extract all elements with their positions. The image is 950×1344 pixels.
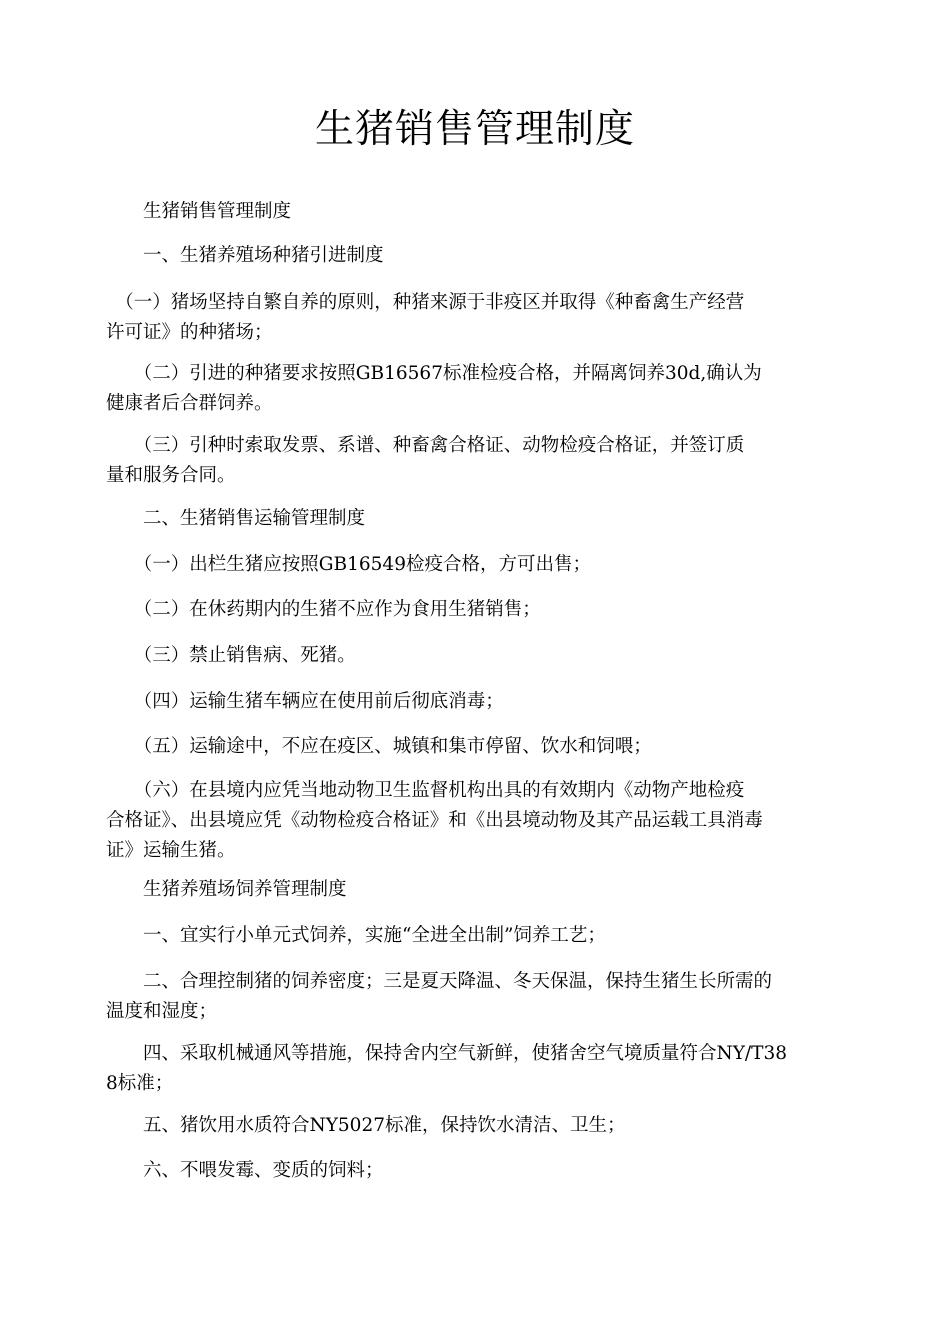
text-line: （四）运输生猪车辆应在使用前后彻底消毒； bbox=[106, 691, 504, 712]
paragraph-item bbox=[106, 288, 841, 348]
paragraph-item bbox=[106, 732, 841, 762]
paragraph-item bbox=[106, 967, 841, 1027]
text-line: 量和服务合同。 bbox=[106, 465, 236, 486]
text-line: 二、生猪销售运输管理制度 bbox=[106, 508, 366, 529]
paragraph-item bbox=[106, 1039, 841, 1099]
paragraph-heading-feeding bbox=[106, 875, 841, 905]
text-line: 许可证》的种猪场； bbox=[106, 322, 273, 343]
text-line: 8标准； bbox=[106, 1073, 174, 1094]
text-line: 温度和湿度； bbox=[106, 1001, 218, 1022]
text-line: 二、合理控制猪的饲养密度；三是夏天降温、冬天保温，保持生猪生长所需的 bbox=[106, 971, 773, 992]
text-line: （二）在休药期内的生猪不应作为食用生猪销售； bbox=[106, 599, 541, 620]
paragraph-item bbox=[106, 1111, 841, 1141]
paragraph-item bbox=[106, 921, 841, 951]
text-line: 证》运输生猪。 bbox=[106, 840, 236, 861]
text-line: 生猪养殖场饲养管理制度 bbox=[106, 879, 347, 900]
text-line: （三）禁止销售病、死猪。 bbox=[106, 645, 356, 666]
text-line: （六）在县境内应凭当地动物卫生监督机构出具的有效期内《动物产地检疫 bbox=[106, 780, 745, 801]
paragraph-heading-breeding-intro bbox=[106, 241, 841, 271]
paragraph-item bbox=[106, 359, 841, 419]
paragraph-item bbox=[106, 550, 841, 580]
text-line: （三）引种时索取发票、系谱、种畜禽合格证、动物检疫合格证，并签订质 bbox=[106, 435, 745, 456]
text-line: 五、猪饮用水质符合NY5027标准，保持饮水清洁、卫生； bbox=[106, 1115, 626, 1136]
paragraph-item bbox=[106, 1156, 841, 1186]
text-line: 生猪销售管理制度 bbox=[106, 201, 292, 222]
text-line: 健康者后合群饲养。 bbox=[106, 393, 273, 414]
paragraph-section-heading bbox=[106, 197, 841, 227]
text-line: 合格证》、出县境应凭《动物检疫合格证》和《出县境动物及其产品运载工具消毒 bbox=[106, 810, 763, 831]
text-line: 一、生猪养殖场种猪引进制度 bbox=[106, 245, 384, 266]
paragraph-heading-sales-transport bbox=[106, 504, 841, 534]
text-line: （一）出栏生猪应按照GB16549检疫合格，方可出售； bbox=[106, 554, 591, 575]
text-line: 一、宜实行小单元式饲养，实施“全进全出制”饲养工艺； bbox=[106, 925, 606, 946]
paragraph-item bbox=[106, 687, 841, 717]
document-title: 生猪销售管理制度 bbox=[314, 107, 635, 152]
paragraph-item bbox=[106, 595, 841, 625]
paragraph-item bbox=[106, 776, 841, 866]
text-line: （五）运输途中，不应在疫区、城镇和集市停留、饮水和饲喂； bbox=[106, 736, 652, 757]
paragraph-item bbox=[106, 431, 841, 491]
text-line: 六、不喂发霉、变质的饲料； bbox=[106, 1160, 384, 1181]
text-line: （二）引进的种猪要求按照GB16567标准检疫合格，并隔离饲养30d,确认为 bbox=[106, 363, 762, 384]
text-line: 四、采取机械通风等措施，保持舍内空气新鲜，使猪舍空气境质量符合NY/T38 bbox=[106, 1043, 788, 1064]
text-line: （一）猪场坚持自繁自养的原则，种猪来源于非疫区并取得《种畜禽生产经营 bbox=[106, 292, 745, 313]
paragraph-item bbox=[106, 641, 841, 671]
